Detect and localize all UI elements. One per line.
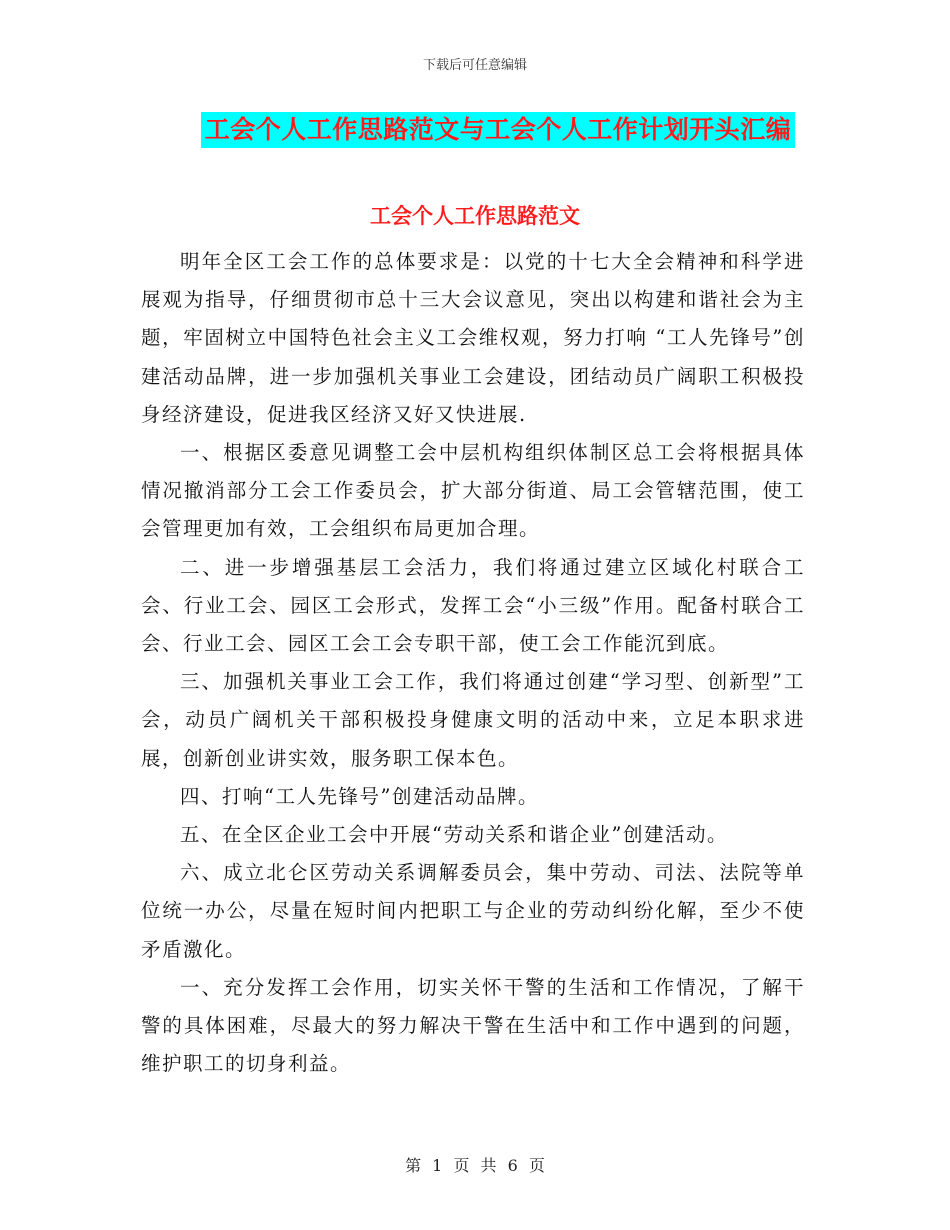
paragraph-8: 一、充分发挥工会作用，切实关怀干警的生活和工作情况，了解干警的具体困难，尽最大的努力解决干警在生活中和工作中遇到的问题，维护职工的切身利益。	[141, 975, 805, 1076]
paragraph-4: 三、加强机关事业工会工作，我们将通过创建“学习型、创新型”工会，动员广阔机关干部积极投身健康文明的活动中来，立足本职求进展，创新创业讲实效，服务职工保本色。	[141, 670, 805, 770]
paragraph-5: 四、打响“工人先锋号”创建活动品牌。	[180, 784, 539, 808]
page-number-footer: 第 1 页 共 6 页	[405, 1156, 545, 1175]
paragraph-7: 六、成立北仑区劳动关系调解委员会，集中劳动、司法、法院等单位统一办公，尽量在短时间内把职工与企业的劳动纠纷化解，至少不使矛盾激化。	[141, 861, 805, 961]
header-note: 下载后可任意编辑	[422, 58, 527, 73]
paragraph-6: 五、在全区企业工会中开展“劳动关系和谐企业”创建活动。	[180, 823, 728, 847]
paragraph-3: 二、进一步增强基层工会活力，我们将通过建立区域化村联合工会、行业工会、园区工会形式，发挥工会“小三级”作用。配备村联合工会、行业工会、园区工会工会专职干部，使工会工作能沉到底。	[141, 555, 805, 656]
paragraph-2: 一、根据区委意见调整工会中层机构组织体制区总工会将根据具体情况撤消部分工会工作委员会，扩大部分街道、局工会管辖范围，使工会管理更加有效，工会组织布局更加合理。	[141, 441, 805, 541]
main-title: 工会个人工作思路范文与工会个人工作计划开头汇编	[201, 112, 796, 148]
main-title-container	[0, 112, 950, 148]
section-title: 工会个人工作思路范文	[370, 204, 580, 228]
paragraph-1: 明年全区工会工作的总体要求是：以党的十七大全会精神和科学进展观为指导，仔细贯彻市总十三大会议意见，突出以构建和谐社会为主题，牢固树立中国特色社会主义工会维权观，努力打响 “工人先锋号”创建活动品牌，进一步加强机关事业工会建设，团结动员广阔职工积极投身经济建设，促进我区经济又好又快进展.	[141, 250, 805, 426]
document-body	[141, 243, 805, 1083]
